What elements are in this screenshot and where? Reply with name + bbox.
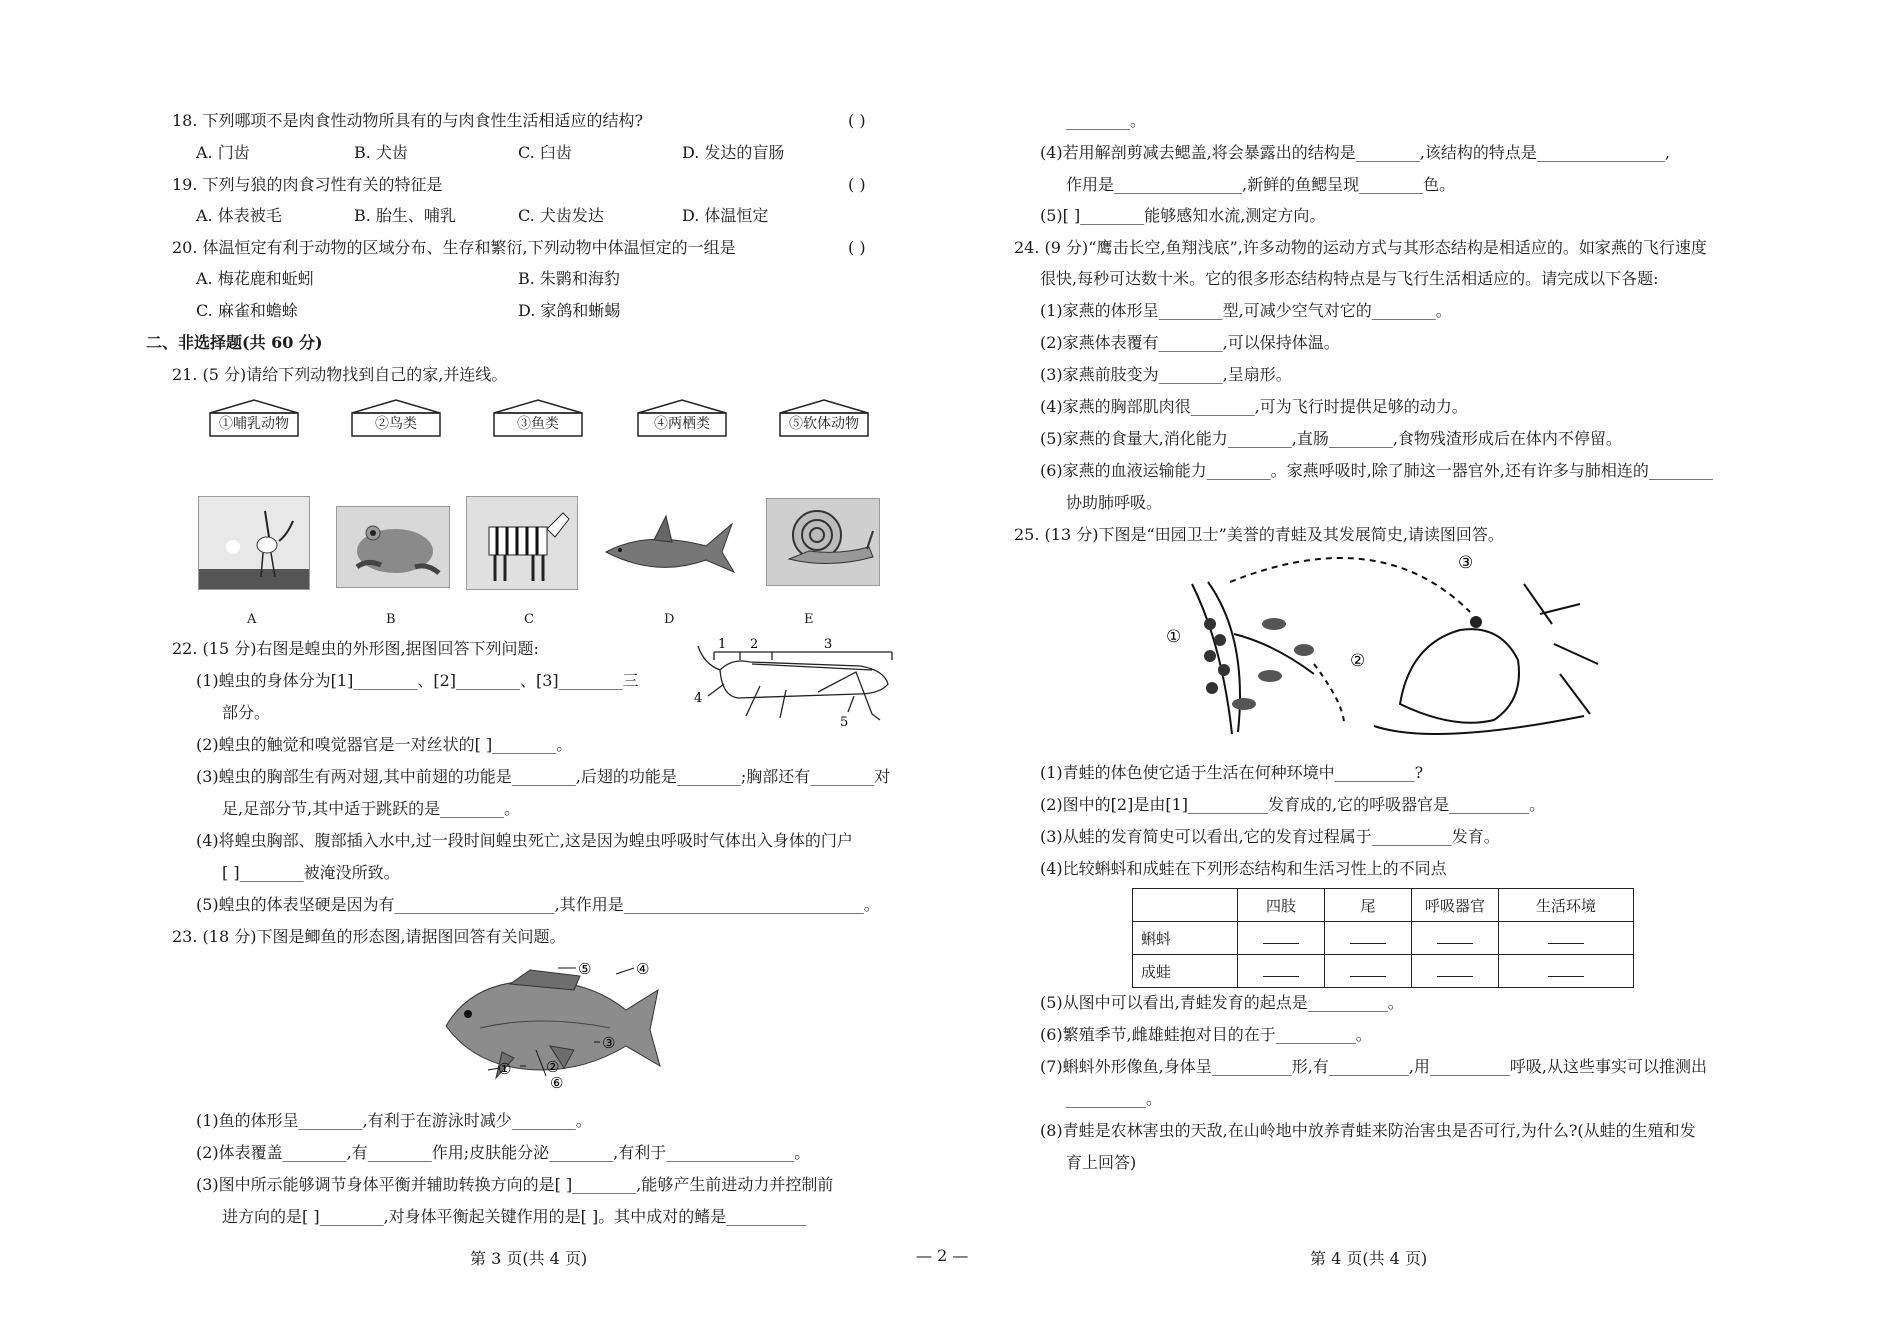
q18-option-b: B. 犬齿 bbox=[354, 143, 408, 162]
carp-label-4: ④ bbox=[636, 960, 650, 978]
carp-label-6: ⑥ bbox=[550, 1074, 564, 1092]
table-header-row bbox=[1133, 889, 1634, 922]
q25-line-9: (8)青蛙是农林害虫的天敌,在山岭地中放养青蛙来防治害虫是否可行,为什么?(从蛙的生殖和发 bbox=[1040, 1121, 1696, 1140]
answer-blank[interactable] bbox=[1437, 929, 1473, 944]
picture-shark[interactable] bbox=[600, 506, 738, 586]
q23-cont-line-3: 作用是________________,新鲜的鱼鳃呈现________色。 bbox=[1066, 175, 1456, 194]
answer-blank[interactable] bbox=[1548, 929, 1584, 944]
q19-paren: ( ) bbox=[848, 175, 866, 194]
q25-line-2: (2)图中的[2]是由[1]__________发育成的,它的呼吸器官是__________。 bbox=[1040, 795, 1546, 814]
q25-line-3: (3)从蛙的发育简史可以看出,它的发育过程属于__________发育。 bbox=[1040, 827, 1500, 846]
grasshopper-figure bbox=[690, 636, 900, 730]
table-cell[interactable] bbox=[1412, 955, 1499, 988]
carp-label-1: ① bbox=[498, 1060, 512, 1078]
q25-line-5: (5)从图中可以看出,青蛙发育的起点是__________。 bbox=[1040, 993, 1404, 1012]
table-cell[interactable] bbox=[1412, 922, 1499, 955]
q24-line-5: (3)家燕前肢变为________,呈扇形。 bbox=[1040, 365, 1292, 384]
q19-option-c: C. 犬齿发达 bbox=[518, 206, 604, 225]
picture-snail[interactable] bbox=[766, 498, 880, 586]
q25-line-6: (6)繁殖季节,雌雄蛙抱对目的在于__________。 bbox=[1040, 1025, 1372, 1044]
q22-line-4: (3)蝗虫的胸部生有两对翅,其中前翅的功能是________,后翅的功能是________;胸部还有________对 bbox=[196, 767, 891, 786]
q25-line-7: (7)蝌蚪外形像鱼,身体呈__________形,有__________,用__________呼吸,从这些事实可以推测出 bbox=[1040, 1057, 1708, 1076]
carp-label-2: ② bbox=[546, 1058, 560, 1076]
grasshopper-label-2: 2 bbox=[750, 637, 759, 652]
table-header-cell: 呼吸器官 bbox=[1412, 889, 1499, 922]
table-cell[interactable] bbox=[1325, 922, 1412, 955]
q18-paren: ( ) bbox=[848, 111, 866, 130]
section-2-title: 二、非选择题(共 60 分) bbox=[146, 333, 323, 352]
answer-blank[interactable] bbox=[1263, 962, 1299, 977]
home-amphibian[interactable] bbox=[636, 398, 728, 438]
picture-label-a: A bbox=[247, 612, 257, 627]
shark-icon bbox=[600, 506, 738, 586]
q25-line-8: __________。 bbox=[1066, 1089, 1163, 1108]
q24-line-4: (2)家燕体表覆有________,可以保持体温。 bbox=[1040, 333, 1340, 352]
q20-option-a: A. 梅花鹿和蚯蚓 bbox=[196, 269, 314, 288]
home-label: ④两栖类 bbox=[654, 416, 710, 432]
q22-line-7: [ ]________被淹没所致。 bbox=[222, 863, 400, 882]
answer-blank[interactable] bbox=[1263, 929, 1299, 944]
table-cell[interactable] bbox=[1325, 955, 1412, 988]
home-fish[interactable] bbox=[492, 398, 584, 438]
table-header-cell: 四肢 bbox=[1238, 889, 1325, 922]
q20-text: 20. 体温恒定有利于动物的区域分布、生存和繁衍,下列动物中体温恒定的一组是 bbox=[172, 238, 736, 257]
q25-line-4: (4)比较蝌蚪和成蛙在下列形态结构和生活习性上的不同点 bbox=[1040, 859, 1447, 878]
answer-blank[interactable] bbox=[1350, 962, 1386, 977]
q24-line-9: 协助肺呼吸。 bbox=[1066, 493, 1163, 512]
picture-crane[interactable] bbox=[198, 496, 310, 590]
q24-line-6: (4)家燕的胸部肌肉很________,可为飞行时提供足够的动力。 bbox=[1040, 397, 1468, 416]
q19-option-b: B. 胎生、哺乳 bbox=[354, 206, 456, 225]
frog-development-figure bbox=[1164, 554, 1620, 742]
frog-label-1: ① bbox=[1166, 627, 1182, 647]
right-page-footer: 第 4 页(共 4 页) bbox=[1310, 1249, 1428, 1268]
left-page-footer: 第 3 页(共 4 页) bbox=[470, 1249, 588, 1268]
frog-label-2: ② bbox=[1350, 651, 1366, 671]
crucian-carp-figure bbox=[440, 958, 670, 1092]
grasshopper-label-1: 1 bbox=[718, 637, 727, 652]
snail-icon bbox=[767, 499, 879, 585]
q19-option-a: A. 体表被毛 bbox=[196, 206, 282, 225]
picture-label-b: B bbox=[386, 612, 396, 627]
q22-line-6: (4)将蝗虫胸部、腹部插入水中,过一段时间蝗虫死亡,这是因为蝗虫呼吸时气体出入身体的门户 bbox=[196, 831, 853, 850]
picture-frog[interactable] bbox=[336, 506, 450, 588]
table-row-label: 蝌蚪 bbox=[1133, 922, 1238, 955]
q23-cont-line-4: (5)[ ]________能够感知水流,测定方向。 bbox=[1040, 206, 1326, 225]
q23-cont-line-2: (4)若用解剖剪减去鳃盖,将会暴露出的结构是________,该结构的特点是________________, bbox=[1040, 143, 1670, 162]
comparison-table bbox=[1132, 888, 1634, 988]
q19-text: 19. 下列与狼的肉食习性有关的特征是 bbox=[172, 175, 443, 194]
frog-label-3: ③ bbox=[1458, 554, 1474, 573]
q18-option-c: C. 臼齿 bbox=[518, 143, 572, 162]
picture-label-e: E bbox=[804, 612, 814, 627]
table-header-cell: 生活环境 bbox=[1499, 889, 1634, 922]
q22-line-5: 足,足部分节,其中适于跳跃的是________。 bbox=[222, 799, 521, 818]
home-label: ⑤软体动物 bbox=[789, 416, 859, 432]
q24-line-1: 24. (9 分)“鹰击长空,鱼翔浅底”,许多动物的运动方式与其形态结构是相适应的。如家燕的飞行速度 bbox=[1014, 238, 1707, 257]
q24-line-8: (6)家燕的血液运输能力________。家燕呼吸时,除了肺这一器官外,还有许多与肺相连的________ bbox=[1040, 461, 1713, 480]
q19-option-d: D. 体温恒定 bbox=[682, 206, 769, 225]
zebra-icon bbox=[467, 497, 577, 589]
home-bird[interactable] bbox=[350, 398, 442, 438]
picture-zebra[interactable] bbox=[466, 496, 578, 590]
q20-option-c: C. 麻雀和蟾蜍 bbox=[196, 301, 298, 320]
carp-label-3: ③ bbox=[602, 1034, 616, 1052]
table-cell[interactable] bbox=[1499, 955, 1634, 988]
carp-label-5: ⑤ bbox=[578, 960, 592, 978]
home-mollusk[interactable] bbox=[778, 398, 870, 438]
grasshopper-label-5: 5 bbox=[840, 715, 849, 730]
answer-blank[interactable] bbox=[1350, 929, 1386, 944]
home-label: ②鸟类 bbox=[375, 416, 417, 432]
table-cell[interactable] bbox=[1499, 922, 1634, 955]
q25-line-1: (1)青蛙的体色使它适于生活在何种环境中__________? bbox=[1040, 763, 1424, 782]
grasshopper-label-4: 4 bbox=[694, 691, 703, 706]
table-header-cell: 尾 bbox=[1325, 889, 1412, 922]
home-mammal[interactable] bbox=[208, 398, 300, 438]
q22-line-3: (2)蝗虫的触觉和嗅觉器官是一对丝状的[ ]________。 bbox=[196, 735, 573, 754]
q25-line-10: 育上回答) bbox=[1066, 1153, 1137, 1172]
q21-text: 21. (5 分)请给下列动物找到自己的家,并连线。 bbox=[172, 365, 508, 384]
q23-line-1: (1)鱼的体形呈________,有利于在游泳时减少________。 bbox=[196, 1111, 592, 1130]
answer-blank[interactable] bbox=[1437, 962, 1473, 977]
table-row-label: 成蛙 bbox=[1133, 955, 1238, 988]
q23-line-3: (3)图中所示能够调节身体平衡并辅助转换方向的是[ ]________,能够产生前进动力并控制前 bbox=[196, 1175, 834, 1194]
picture-label-c: C bbox=[524, 612, 534, 627]
q24-line-2: 很快,每秒可达数十米。它的很多形态结构特点是与飞行生活相适应的。请完成以下各题: bbox=[1040, 269, 1659, 288]
q18-text: 18. 下列哪项不是肉食性动物所具有的与肉食性生活相适应的结构? bbox=[172, 111, 644, 130]
table-header-cell bbox=[1133, 889, 1238, 922]
q23-cont-line-1: ________。 bbox=[1066, 111, 1147, 130]
crane-icon bbox=[199, 497, 309, 589]
q18-option-a: A. 门齿 bbox=[196, 143, 250, 162]
q22-line-2: 部分。 bbox=[222, 703, 271, 722]
grasshopper-label-3: 3 bbox=[824, 637, 833, 652]
q22-line-1: (1)蝗虫的身体分为[1]________、[2]________、[3]________三 bbox=[196, 671, 639, 690]
picture-label-d: D bbox=[664, 612, 675, 627]
q25-text: 25. (13 分)下图是“田园卫士”美誉的青蛙及其发展简史,请读图回答。 bbox=[1014, 525, 1504, 544]
q22-text: 22. (15 分)右图是蝗虫的外形图,据图回答下列问题: bbox=[172, 639, 539, 658]
q23-line-2: (2)体表覆盖________,有________作用;皮肤能分泌________,有利于________________。 bbox=[196, 1143, 811, 1162]
home-label: ①哺乳动物 bbox=[219, 416, 289, 432]
frog-icon bbox=[337, 507, 449, 587]
home-label: ③鱼类 bbox=[517, 416, 559, 432]
q18-option-d: D. 发达的盲肠 bbox=[682, 143, 785, 162]
answer-blank[interactable] bbox=[1548, 962, 1584, 977]
q24-line-3: (1)家燕的体形呈________型,可减少空气对它的________。 bbox=[1040, 301, 1452, 320]
table-row bbox=[1133, 922, 1634, 955]
q22-line-8: (5)蝗虫的体表坚硬是因为有____________________,其作用是______________________________。 bbox=[196, 895, 880, 914]
table-cell[interactable] bbox=[1238, 955, 1325, 988]
center-page-number: — 2 — bbox=[916, 1246, 969, 1265]
q23-text: 23. (18 分)下图是鲫鱼的形态图,请据图回答有关问题。 bbox=[172, 927, 566, 946]
table-row bbox=[1133, 955, 1634, 988]
q24-line-7: (5)家燕的食量大,消化能力________,直肠________,食物残渣形成后在体内不停留。 bbox=[1040, 429, 1622, 448]
q20-paren: ( ) bbox=[848, 238, 866, 257]
q20-option-d: D. 家鸽和蜥蜴 bbox=[518, 301, 621, 320]
q20-option-b: B. 朱鹮和海豹 bbox=[518, 269, 620, 288]
q23-line-4: 进方向的是[ ]________,对身体平衡起关键作用的是[ ]。其中成对的鳍是__________ bbox=[222, 1207, 807, 1226]
table-cell[interactable] bbox=[1238, 922, 1325, 955]
